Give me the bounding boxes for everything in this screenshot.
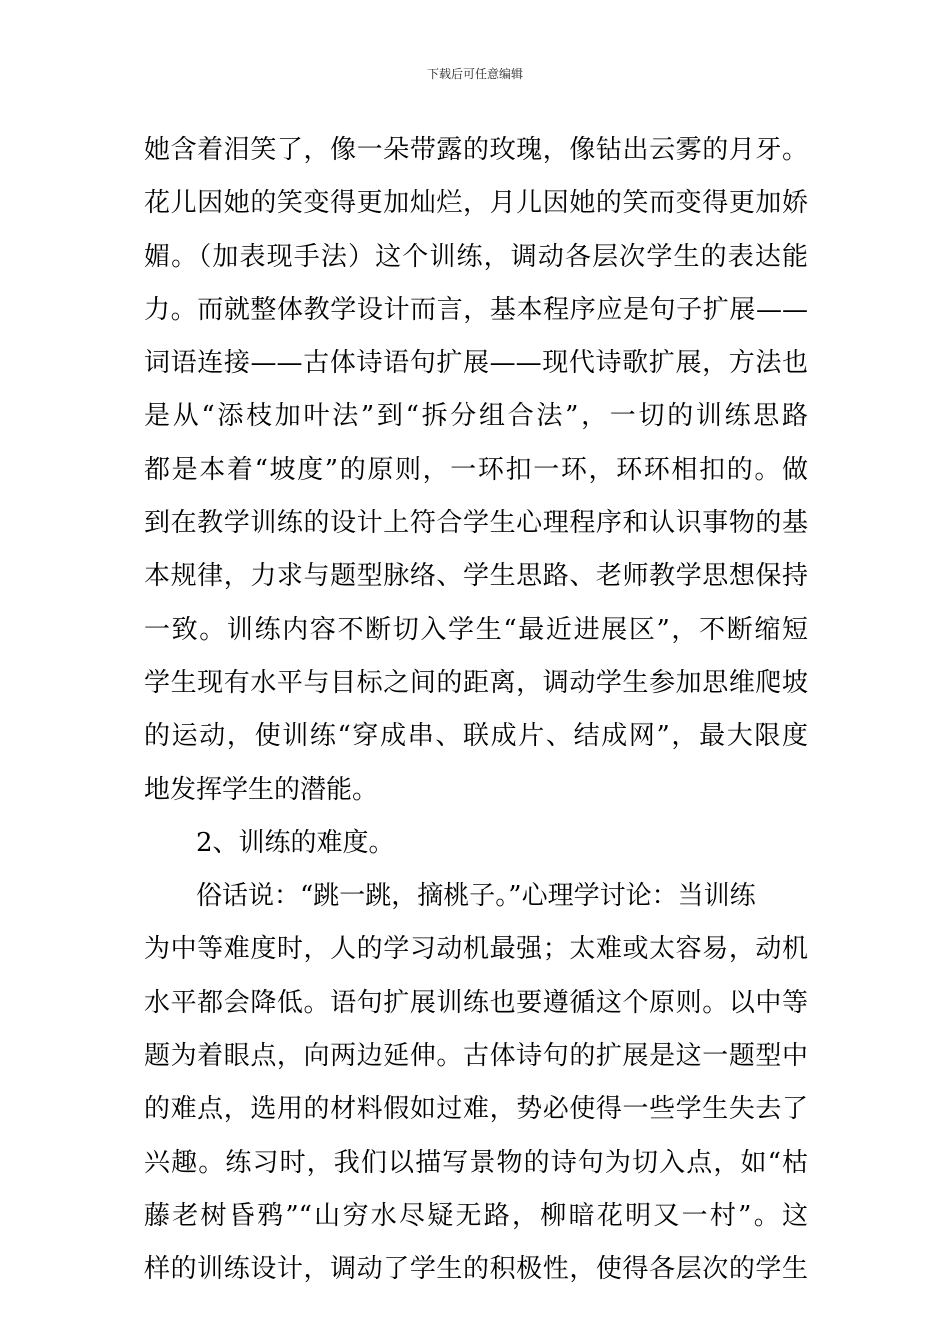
text-line: 本规律，力求与题型脉络、学生思路、老师教学思想保持 (144, 561, 808, 592)
text-line: 都是本着“坡度”的原则，一环扣一环，环环相扣的。做 (144, 454, 808, 485)
paragraph-first-line: 俗话说：“跳一跳，摘桃子。”心理学讨论：当训练 (196, 881, 756, 912)
text-line: 水平都会降低。语句扩展训练也要遵循这个原则。以中等 (144, 987, 808, 1018)
text-line: 题为着眼点，向两边延伸。古体诗句的扩展是这一题型中 (144, 1041, 808, 1072)
text-line: 她含着泪笑了，像一朵带露的玫瑰，像钻出云雾的月牙。 (144, 135, 808, 165)
text-line: 力。而就整体教学设计而言，基本程序应是句子扩展—— (144, 294, 808, 325)
paragraph-end-line: 地发挥学生的潜能。 (144, 774, 379, 805)
text-line: 的运动，使训练“穿成串、联成片、结成网”，最大限度 (144, 721, 808, 752)
document-body (144, 124, 808, 1297)
text-line: 的难点，选用的材料假如过难，势必使得一些学生失去了 (144, 1094, 808, 1125)
text-line: 花儿因她的笑变得更加灿烂，月儿因她的笑而变得更加娇 (144, 188, 808, 219)
text-line: 一致。训练内容不断切入学生“最近进展区”，不断缩短 (144, 614, 808, 645)
text-line: 词语连接——古体诗语句扩展——现代诗歌扩展，方法也 (144, 348, 808, 379)
section-heading: 2、训练的难度。 (196, 827, 395, 858)
text-line: 藤老树昏鸦”“山穷水尽疑无路，柳暗花明又一村”。这 (144, 1200, 808, 1231)
text-line: 学生现有水平与目标之间的距离，调动学生参加思维爬坡 (144, 667, 808, 698)
text-line: 样的训练设计，调动了学生的积极性，使得各层次的学生 (144, 1254, 808, 1285)
text-line: 为中等难度时，人的学习动机最强；太难或太容易，动机 (144, 934, 808, 965)
page-header: 下载后可任意编辑 (426, 67, 523, 81)
text-line: 到在教学训练的设计上符合学生心理程序和认识事物的基 (144, 508, 808, 539)
text-line: 是从“添枝加叶法”到“拆分组合法”，一切的训练思路 (144, 401, 808, 432)
text-line: 兴趣。练习时，我们以描写景物的诗句为切入点，如“枯 (144, 1147, 808, 1178)
text-line: 媚。（加表现手法）这个训练，调动各层次学生的表达能 (144, 241, 808, 272)
